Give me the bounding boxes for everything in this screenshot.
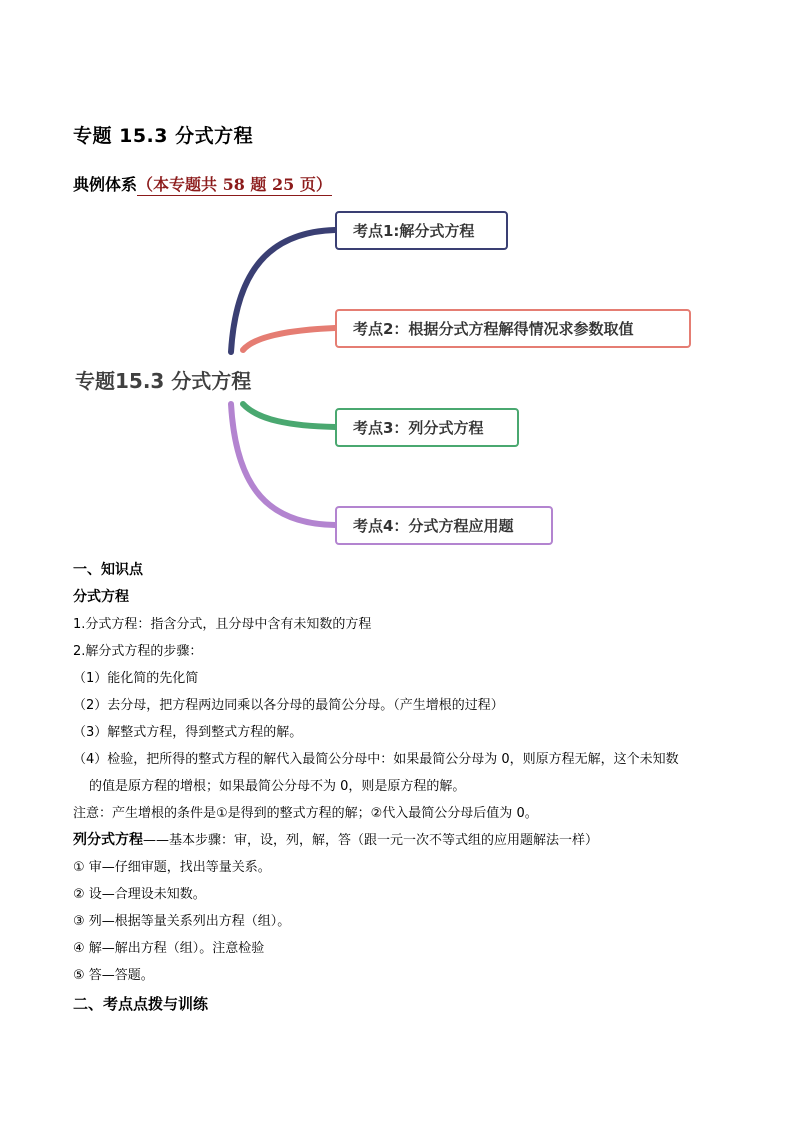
- step-1: （1）能化简的先化简: [73, 671, 199, 686]
- topic-heading: 分式方程: [73, 589, 129, 605]
- definition: 1.分式方程：指含分式，且分母中含有未知数的方程: [73, 617, 372, 632]
- connector-2: [243, 328, 335, 350]
- list-title-rest: ——基本步骤：审，设，列，解，答（跟一元一次不等式组的应用题解法一样）: [143, 833, 599, 848]
- mindmap-node-1: 考点1:解分式方程: [335, 211, 508, 250]
- step-4-line-2: 的值是原方程的增根；如果最简公分母不为 0，则是原方程的解。: [89, 779, 466, 794]
- mindmap-node-3: 考点3：列分式方程: [335, 408, 519, 447]
- list-title: [73, 827, 733, 854]
- page-title: 专题 15.3 分式方程: [73, 125, 254, 147]
- note: 注意：产生增根的条件是①是得到的整式方程的解；②代入最简公分母后值为 0。: [73, 806, 538, 821]
- section-heading-1: 一、知识点: [73, 562, 143, 578]
- section-heading-2: 二、考点点拨与训练: [73, 995, 209, 1013]
- step-3: （3）解整式方程，得到整式方程的解。: [73, 725, 303, 740]
- knowledge-section: [73, 557, 733, 1018]
- step-4-line-1: （4）检验，把所得的整式方程的解代入最简公分母中：如果最简公分母为 0，则原方程无解，这个未知数: [73, 752, 679, 767]
- mindmap-node-2: 考点2：根据分式方程解得情况求参数取值: [335, 309, 691, 348]
- list-title-bold: 列分式方程: [73, 832, 143, 848]
- list-item: ① 审—仔细审题，找出等量关系。: [73, 860, 271, 875]
- subtitle-prefix: 典例体系: [73, 175, 138, 194]
- subtitle-count: （本专题共 58 题 25 页）: [137, 175, 332, 194]
- list-item: ③ 列—根据等量关系列出方程（组）。: [73, 914, 291, 929]
- subtitle: [73, 172, 332, 195]
- list-item: ④ 解—解出方程（组）。注意检验: [73, 941, 265, 956]
- mindmap-node-4: 考点4：分式方程应用题: [335, 506, 553, 545]
- list-item: ② 设—合理设未知数。: [73, 887, 206, 902]
- mindmap-center: 专题15.3 分式方程: [75, 369, 252, 393]
- list-item: ⑤ 答—答题。: [73, 968, 154, 983]
- connector-3: [243, 404, 335, 427]
- steps-title: 2.解分式方程的步骤：: [73, 644, 203, 659]
- step-2: （2）去分母，把方程两边同乘以各分母的最简公分母。（产生增根的过程）: [73, 698, 504, 713]
